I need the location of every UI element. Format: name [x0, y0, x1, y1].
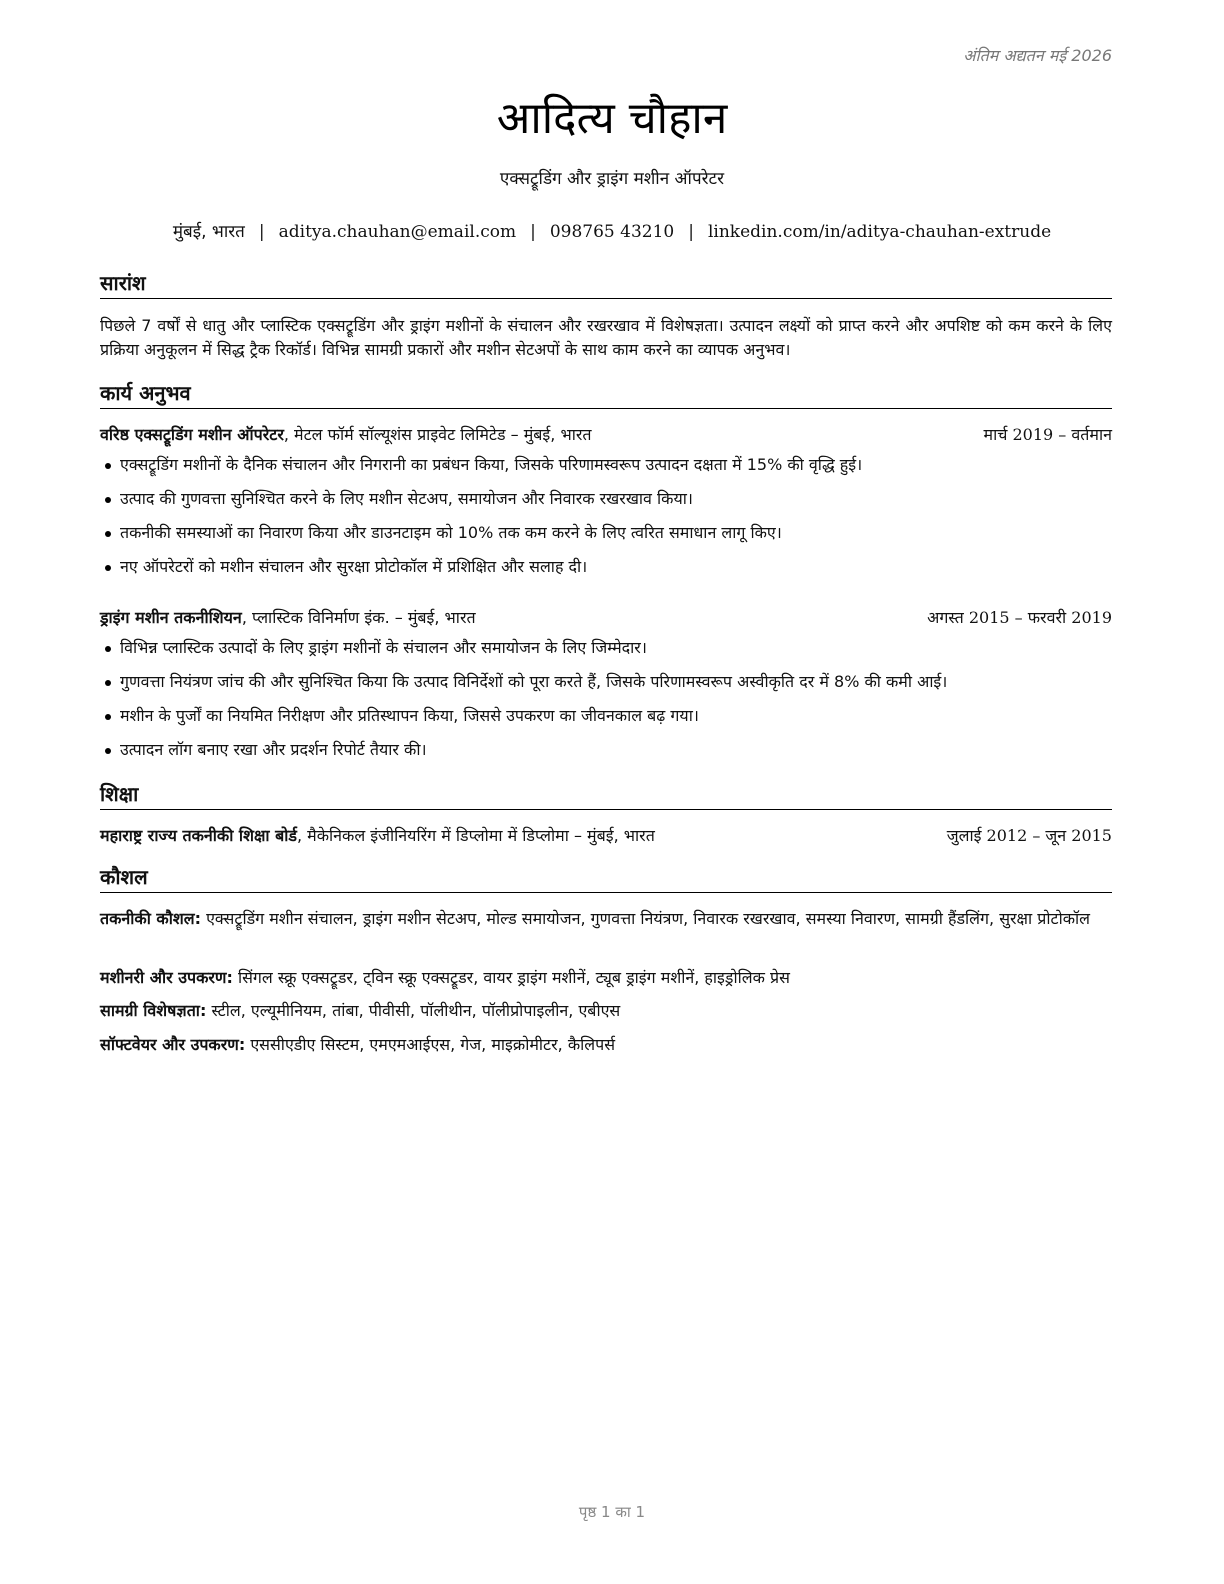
- skill-value: सिंगल स्क्रू एक्सट्रूडर, ट्विन स्क्रू एक्सट्रूडर, वायर ड्राइंग मशीनें, ट्यूब ड्राइंग मशीनें, हाइड्रोलिक प्रेस: [232, 968, 790, 987]
- summary-heading: सारांश: [100, 270, 1112, 299]
- skill-line: [100, 907, 1112, 931]
- list-item: मशीन के पुर्जों का नियमित निरीक्षण और प्रतिस्थापन किया, जिससे उपकरण का जीवनकाल बढ़ गया।: [100, 705, 1112, 739]
- page-number: पृष्ठ 1 का 1: [578, 1503, 646, 1521]
- contact-separator: |: [688, 222, 694, 242]
- skill-label: सॉफ्टवेयर और उपकरण:: [100, 1035, 246, 1054]
- job-role: वरिष्ठ एक्सट्रूडिंग मशीन ऑपरेटर: [100, 425, 284, 444]
- skill-value: एक्सट्रूडिंग मशीन संचालन, ड्राइंग मशीन सेटअप, मोल्ड समायोजन, गुणवत्ता नियंत्रण, निवारक रखरखाव, समस्या निवारण, सामग्री हैंडलिंग, सुरक्षा प्रोटोकॉल: [201, 909, 1090, 928]
- list-item: एक्सट्रूडिंग मशीनों के दैनिक संचालन और निगरानी का प्रबंधन किया, जिसके परिणामस्वरूप उत्पादन दक्षता में 15% की वृद्धि हुई।: [100, 454, 1112, 488]
- candidate-headline: एक्सट्रूडिंग और ड्राइंग मशीन ऑपरेटर: [499, 169, 725, 189]
- skill-value: स्टील, एल्यूमीनियम, तांबा, पीवीसी, पॉलीथीन, पॉलीप्रोपाइलीन, एबीएस: [206, 1001, 621, 1020]
- last-updated-note: अंतिम अद्यतन मई 2026: [963, 46, 1112, 65]
- list-item: तकनीकी समस्याओं का निवारण किया और डाउनटाइम को 10% तक कम करने के लिए त्वरित समाधान लागू किए।: [100, 522, 1112, 556]
- job-header: [100, 424, 1112, 446]
- summary-text: पिछले 7 वर्षों से धातु और प्लास्टिक एक्सट्रूडिंग और ड्राइंग मशीनों के संचालन और रखरखाव में विशेषज्ञता। उत्पादन लक्ष्यों को प्राप्त करने और अपशिष्ट को कम करने के लिए प्रक्रिया अनुकूलन में सिद्ध ट्रैक रिकॉर्ड। विभिन्न सामग्री प्रकारों और मशीन सेटअपों के साथ काम करने का व्यापक अनुभव।: [100, 316, 1112, 359]
- education-school: महाराष्ट्र राज्य तकनीकी शिक्षा बोर्ड: [100, 826, 297, 845]
- job-org: , प्लास्टिक विनिर्माण इंक. – मुंबई, भारत: [241, 608, 476, 627]
- skill-value: एससीएडीए सिस्टम, एमएमआईएस, गेज, माइक्रोमीटर, कैलिपर्स: [245, 1035, 616, 1054]
- skill-line: [100, 1033, 1112, 1057]
- list-item: उत्पादन लॉग बनाए रखा और प्रदर्शन रिपोर्ट तैयार की।: [100, 739, 1112, 773]
- education-dates: जुलाई 2012 – जून 2015: [946, 826, 1112, 845]
- skill-line: [100, 966, 1112, 990]
- skill-line: [100, 999, 1112, 1023]
- contact-linkedin[interactable]: linkedin.com/in/aditya-chauhan-extrude: [707, 222, 1052, 242]
- list-item: उत्पाद की गुणवत्ता सुनिश्चित करने के लिए मशीन सेटअप, समायोजन और निवारक रखरखाव किया।: [100, 488, 1112, 522]
- job-bullets: [100, 637, 1112, 773]
- job-role: ड्राइंग मशीन तकनीशियन: [100, 608, 242, 627]
- candidate-name: आदित्य चौहान: [496, 93, 728, 144]
- education-detail: , मैकेनिकल इंजीनियरिंग में डिप्लोमा में डिप्लोमा – मुंबई, भारत: [297, 826, 655, 845]
- contact-phone[interactable]: 098765 43210: [549, 222, 675, 242]
- job-bullets: [100, 454, 1112, 590]
- skills-heading: कौशल: [100, 864, 1112, 893]
- contact-line: [0, 219, 1224, 242]
- job-org: , मेटल फॉर्म सॉल्यूशंस प्राइवेट लिमिटेड – मुंबई, भारत: [283, 425, 592, 444]
- list-item: नए ऑपरेटरों को मशीन संचालन और सुरक्षा प्रोटोकॉल में प्रशिक्षित और सलाह दी।: [100, 556, 1112, 590]
- education-heading: शिक्षा: [100, 781, 1112, 810]
- contact-separator: |: [258, 222, 265, 242]
- list-item: विभिन्न प्लास्टिक उत्पादों के लिए ड्राइंग मशीनों के संचालन और समायोजन के लिए जिम्मेदार।: [100, 637, 1112, 671]
- job-header: [100, 607, 1112, 629]
- skill-label: मशीनरी और उपकरण:: [100, 968, 233, 987]
- job-dates: मार्च 2019 – वर्तमान: [983, 425, 1112, 444]
- experience-heading: कार्य अनुभव: [100, 380, 1112, 409]
- skill-label: तकनीकी कौशल:: [100, 909, 201, 928]
- contact-email[interactable]: aditya.chauhan@email.com: [278, 222, 517, 242]
- education-entry: [100, 825, 1112, 847]
- list-item: गुणवत्ता नियंत्रण जांच की और सुनिश्चित किया कि उत्पाद विनिर्देशों को पूरा करते हैं, जिसके परिणामस्वरूप अस्वीकृति दर में 8% की कमी आई।: [100, 671, 1112, 705]
- contact-separator: |: [530, 222, 536, 242]
- job-dates: अगस्त 2015 – फरवरी 2019: [927, 608, 1112, 627]
- skill-label: सामग्री विशेषज्ञता:: [100, 1001, 207, 1020]
- contact-location: मुंबई, भारत: [172, 222, 245, 242]
